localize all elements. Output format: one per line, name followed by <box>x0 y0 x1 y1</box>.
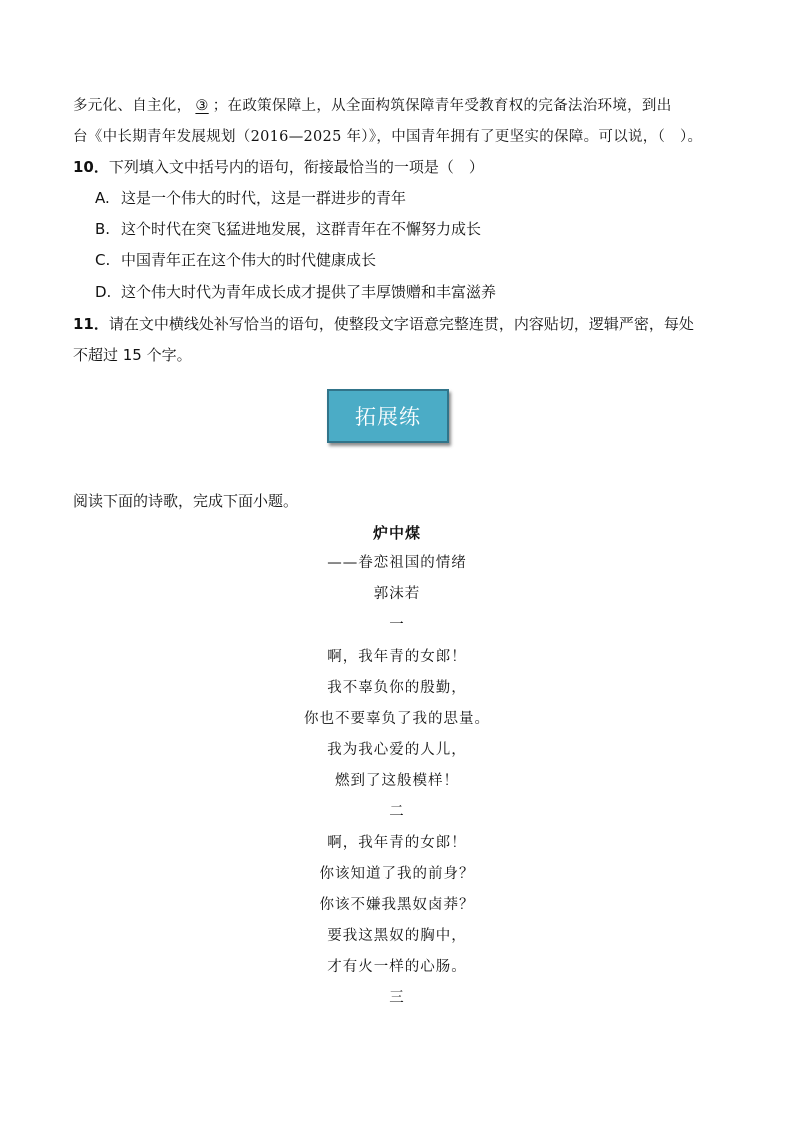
option-d-letter: D. <box>95 283 112 301</box>
option-c-text: 中国青年正在这个伟大的时代健康成长 <box>121 251 377 269</box>
option-d-text: 这个伟大时代为青年成长成才提供了丰厚馈赠和丰富滋养 <box>121 283 497 301</box>
section-header-label: 拓展练 <box>355 405 421 429</box>
poem-stanza-number: 三 <box>389 990 405 1006</box>
passage-line-1 <box>73 96 672 116</box>
poem-line: 燃到了这般模样！ <box>335 773 459 789</box>
option-a-letter: A. <box>95 189 110 207</box>
question-11-text-line-2: 不超过 15 个字。 <box>73 346 192 364</box>
option-c-letter: C. <box>95 251 111 269</box>
option-b <box>95 219 481 239</box>
poem-line: 我不辜负你的殷勤， <box>327 680 467 696</box>
poem-subtitle: ——眷恋祖国的情绪 <box>327 555 467 571</box>
option-d <box>95 282 496 302</box>
poem-line: 要我这黑奴的胸中， <box>327 928 467 944</box>
question-11-number: 11． <box>73 315 109 333</box>
poem-line: 我为我心爱的人儿， <box>327 742 467 758</box>
reading-instruction: 阅读下面的诗歌，完成下面小题。 <box>73 492 299 510</box>
poem-line: 你该知道了我的前身？ <box>319 866 475 882</box>
poem-stanza-number: 一 <box>389 617 405 633</box>
passage-line-1-after: ；在政策保障上，从全面构筑保障青年受教育权的完备法治环境，到出 <box>212 98 672 114</box>
poem-title: 炉中煤 <box>372 524 421 542</box>
option-b-letter: B. <box>95 220 111 238</box>
poem-line: 才有火一样的心肠。 <box>327 959 467 975</box>
poem-author: 郭沫若 <box>373 586 421 602</box>
section-header-extension-practice <box>327 389 449 443</box>
option-a <box>95 188 406 208</box>
poem-line: 你该不嫌我黑奴卤莽？ <box>319 897 475 913</box>
question-10-number: 10． <box>73 158 109 176</box>
poem-line: 你也不要辜负了我的思量。 <box>304 711 490 727</box>
option-b-text: 这个时代在突飞猛进地发展，这群青年在不懈努力成长 <box>121 220 482 238</box>
blank-3: ③ <box>195 98 209 114</box>
question-10-text: 下列填入文中括号内的语句，衔接最恰当的一项是（ ） <box>108 158 484 176</box>
question-11 <box>73 314 694 334</box>
poem-stanza-number: 二 <box>389 804 405 820</box>
passage-line-2: 台《中长期青年发展规划（2016—2025 年）》，中国青年拥有了更坚实的保障。可以说，（ ）。 <box>73 129 703 145</box>
passage-line-1-before: 多元化、自主化， <box>73 98 192 114</box>
option-a-text: 这是一个伟大的时代，这是一群进步的青年 <box>121 189 407 207</box>
question-11-text-line-1: 请在文中横线处补写恰当的语句，使整段文字语意完整连贯，内容贴切，逻辑严密，每处 <box>108 315 694 333</box>
question-10 <box>73 157 484 177</box>
poem-line: 啊，我年青的女郎！ <box>327 835 467 851</box>
poem-line: 啊，我年青的女郎！ <box>327 649 467 665</box>
option-c <box>95 250 376 270</box>
